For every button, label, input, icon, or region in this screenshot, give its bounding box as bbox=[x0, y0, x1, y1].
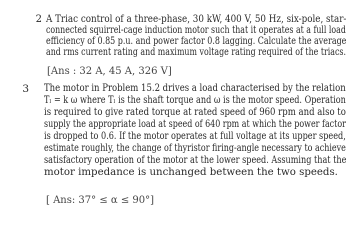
problem-text-line: The motor in Problem 15.2 drives a load characterised by the relation bbox=[44, 83, 346, 94]
problem-text-line: efficiency of 0.85 p.u. and power factor 0.8 lagging. Calculate the average bbox=[46, 36, 347, 47]
problem-text-line: connected squirrel-cage induction motor such that it operates at a full load bbox=[46, 25, 346, 36]
problem-number: 2 bbox=[35, 14, 42, 25]
problem-text-line: is required to give rated torque at rated speed of 960 rpm and also to bbox=[44, 107, 346, 118]
problem-number: 3 bbox=[22, 83, 29, 95]
problem-text-line: supply the appropriate load at speed of 640 rpm at which the power factor bbox=[44, 119, 346, 130]
problem-text-line: Tₗ = k ω where Tₗ is the shaft torque and ω is the motor speed. Operation bbox=[44, 95, 346, 106]
problem-text-line: and rms current rating and maximum voltage rating required of the triacs. bbox=[46, 47, 346, 58]
answer-text: [ Ans: 37° ≤ α ≤ 90°] bbox=[46, 195, 154, 206]
problem-text-line: is dropped to 0.6. If the motor operates at full voltage at its upper speed, bbox=[44, 131, 346, 142]
problem-text-line: estimate roughly, the change of thyristor firing-angle necessary to achieve bbox=[44, 143, 346, 154]
problem-text-line: A Triac control of a three-phase, 30 kW, 400 V, 50 Hz, six-pole, star- bbox=[46, 14, 347, 25]
problem-text-line: satisfactory operation of the motor at the lower speed. Assuming that the bbox=[44, 155, 347, 166]
answer-text: [Ans : 32 A, 45 A, 326 V] bbox=[47, 66, 172, 77]
problem-text-line: motor impedance is unchanged between the two speeds. bbox=[44, 167, 338, 178]
